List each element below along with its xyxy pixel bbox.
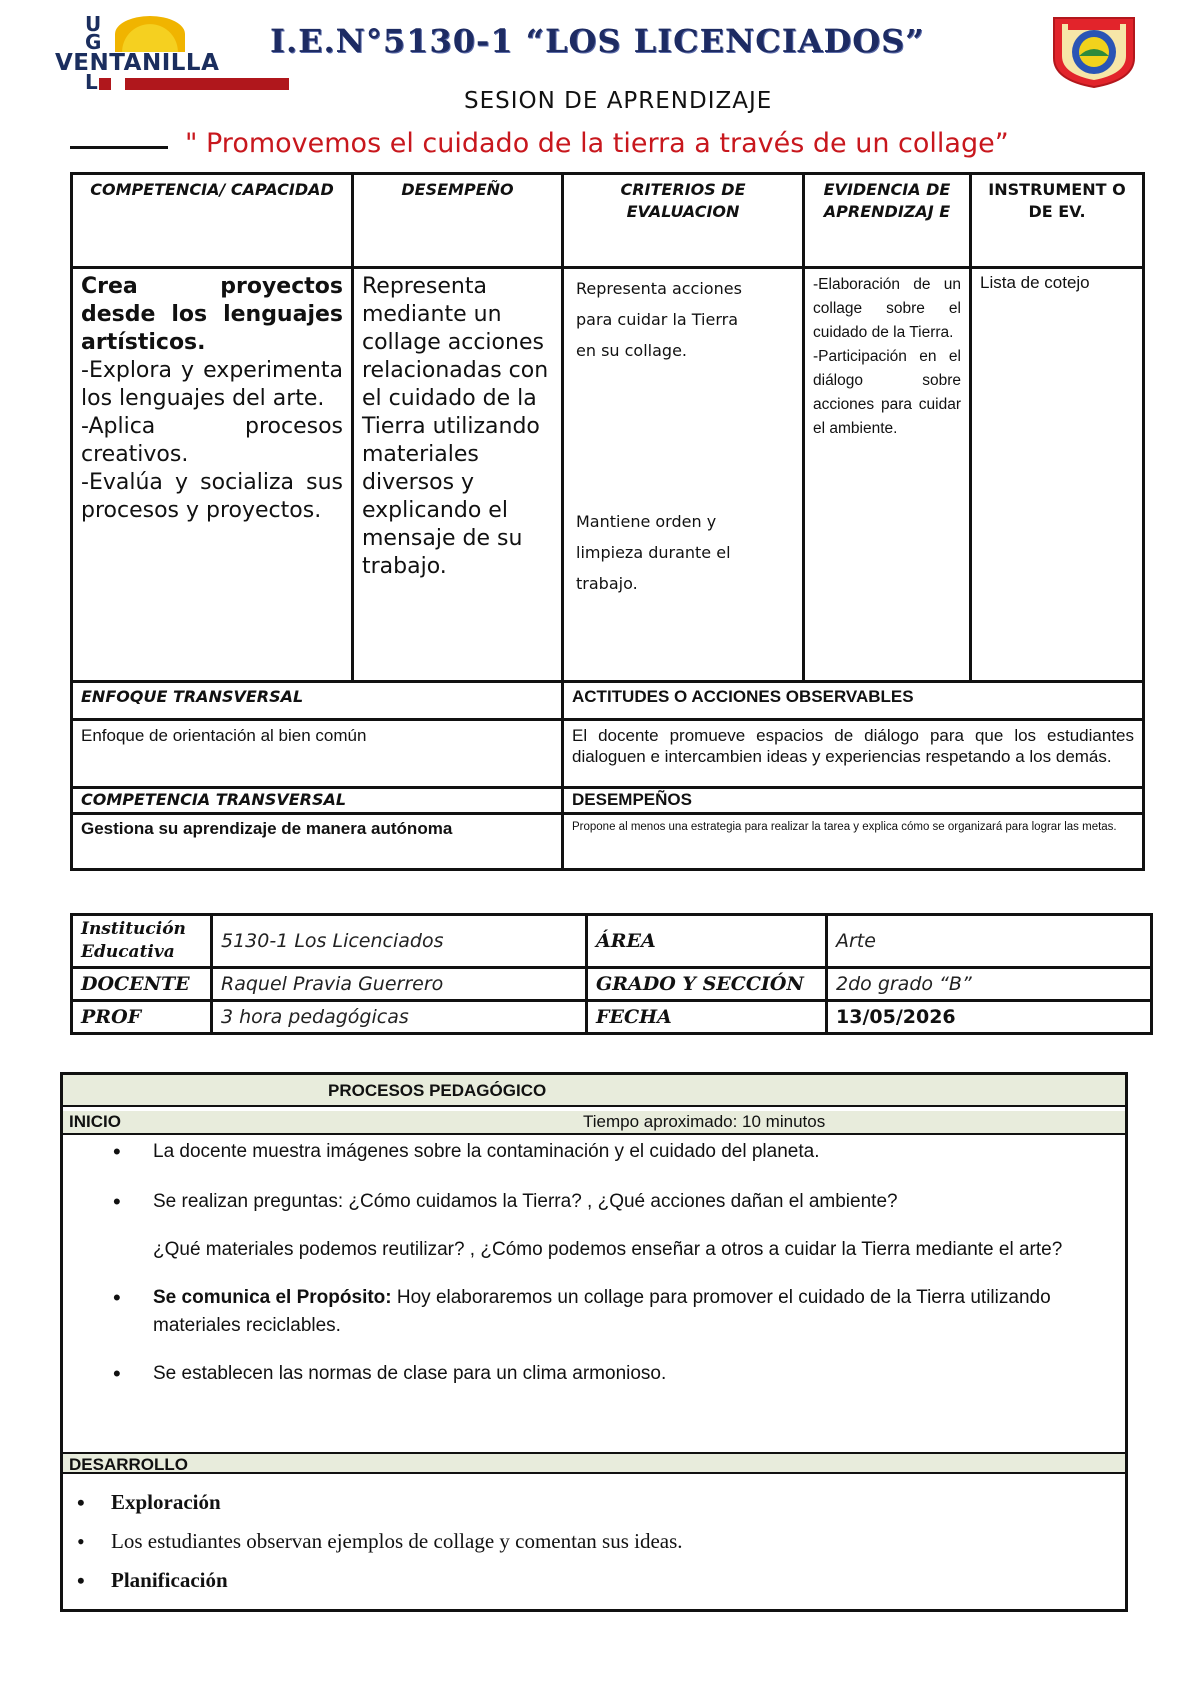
instrumento-cell: Lista de cotejo — [971, 268, 1144, 682]
school-title: I.E.N°5130-1 “LOS LICENCIADOS” — [270, 22, 925, 60]
session-title: SESION DE APRENDIZAJE — [464, 88, 773, 114]
evidencia-cell — [804, 268, 971, 682]
fecha-label: FECHA — [587, 1001, 827, 1034]
actitudes-value: El docente promueve espacios de diálogo para que los estudiantes dialoguen e intercambien ideas y experiencias respetando a los demás. — [563, 720, 1144, 788]
capacidad-title: Crea proyectos desde los lenguajes artísticos. — [81, 274, 343, 355]
inicio-band — [63, 1111, 1125, 1135]
desempeno-cell: Representa mediante un collage acciones relacionadas con el cuidado de la Tierra utilizando materiales diversos y explicando el mensaje de su trabajo. — [353, 268, 563, 682]
procesos-section — [60, 1072, 1128, 1612]
ugel-letter: U — [85, 12, 102, 36]
competency-table — [70, 172, 1145, 871]
school-crest-icon — [1048, 14, 1140, 89]
info-table — [70, 913, 1153, 1035]
enfoque-label: ENFOQUE TRANSVERSAL — [72, 682, 563, 720]
grado-label: GRADO Y SECCIÓN — [587, 968, 827, 1001]
evidencia-item: -Participación en el diálogo sobre acciones para cuidar el ambiente. — [813, 348, 961, 437]
procesos-title: PROCESOS PEDAGÓGICO — [63, 1075, 1125, 1107]
docente-value: Raquel Pravia Guerrero — [212, 968, 587, 1001]
evidencia-item: -Elaboración de un collage sobre el cuidado de la Tierra. — [813, 276, 961, 341]
inicio-list — [113, 1138, 1113, 1388]
criterio-item: Representa acciones para cuidar la Tierra en su collage. — [576, 279, 742, 360]
ugel-letter: G — [85, 30, 102, 54]
list-item: • Los estudiantes observan ejemplos de collage y comentan sus ideas. — [71, 1522, 1071, 1561]
list-item: • La docente muestra imágenes sobre la contaminación y el cuidado del planeta. — [113, 1138, 1113, 1166]
sun-icon — [115, 16, 185, 52]
header-criterios: CRITERIOS DE EVALUACION — [563, 174, 804, 268]
list-item: • Exploración — [71, 1483, 1071, 1522]
inst-value: 5130-1 Los Licenciados — [212, 915, 587, 968]
inst-label: Institución Educativa — [72, 915, 212, 968]
inicio-label: INICIO — [69, 1112, 121, 1131]
ugel-letter: L — [85, 70, 98, 94]
docente-label: DOCENTE — [72, 968, 212, 1001]
comp-trans-value: Gestiona su aprendizaje de manera autónoma — [72, 814, 563, 870]
desempenos-label: DESEMPEÑOS — [563, 788, 1144, 814]
area-value: Arte — [827, 915, 1152, 968]
enfoque-value: Enfoque de orientación al bien común — [72, 720, 563, 788]
capacidad-item: -Evalúa y socializa sus procesos y proyectos. — [81, 470, 343, 523]
header-competencia: COMPETENCIA/ CAPACIDAD — [72, 174, 353, 268]
ugel-logo — [55, 12, 235, 94]
list-item: • Planificación — [71, 1561, 1071, 1600]
proposito-text: Hoy elaboraremos un collage para promover el cuidado de la Tierra utilizando materiales reciclables. — [153, 1287, 1051, 1336]
capacidad-item: -Aplica procesos creativos. — [81, 414, 343, 467]
list-item: • Se realizan preguntas: ¿Cómo cuidamos la Tierra? , ¿Qué acciones dañan el ambiente? — [113, 1188, 1113, 1216]
ugel-name: VENTANILLA — [55, 50, 220, 76]
criterios-cell — [563, 268, 804, 682]
fecha-value: 13/05/2026 — [827, 1001, 1152, 1034]
title-rule — [70, 146, 168, 149]
desarrollo-label: DESARROLLO — [63, 1452, 1125, 1474]
proposito-label: Se comunica el Propósito: — [153, 1287, 392, 1308]
list-item — [113, 1284, 1113, 1340]
actitudes-label: ACTITUDES O ACCIONES OBSERVABLES — [563, 682, 1144, 720]
comp-trans-label: COMPETENCIA TRANSVERSAL — [72, 788, 563, 814]
list-item-continued: ¿Qué materiales podemos reutilizar? , ¿Cómo podemos enseñar a otros a cuidar la Tierra mediante el arte? — [153, 1239, 1063, 1260]
header-instrumento: INSTRUMENT O DE EV. — [971, 174, 1144, 268]
list-item: • Se establecen las normas de clase para un clima armonioso. — [113, 1360, 1113, 1388]
desempenos-value: Propone al menos una estrategia para realizar la tarea y explica cómo se organizará para lograr las metas. — [563, 814, 1144, 870]
header-desempeno: DESEMPEÑO — [353, 174, 563, 268]
session-main-title: " Promovemos el cuidado de la tierra a través de un collage” — [185, 128, 1009, 159]
capacidad-item: -Explora y experimenta los lenguajes del arte. — [81, 358, 343, 411]
inicio-time: Tiempo aproximado: 10 minutos — [583, 1112, 826, 1131]
header-evidencia: EVIDENCIA DE APRENDIZAJ E — [804, 174, 971, 268]
capacidad-cell — [72, 268, 353, 682]
prof-label: PROF — [72, 1001, 212, 1034]
prof-value: 3 hora pedagógicas — [212, 1001, 587, 1034]
grado-value: 2do grado “B” — [827, 968, 1152, 1001]
ugel-flag-bar — [99, 78, 289, 90]
desarrollo-list — [71, 1483, 1071, 1600]
criterio-item: Mantiene orden y limpieza durante el trabajo. — [576, 512, 731, 593]
area-label: ÁREA — [587, 915, 827, 968]
